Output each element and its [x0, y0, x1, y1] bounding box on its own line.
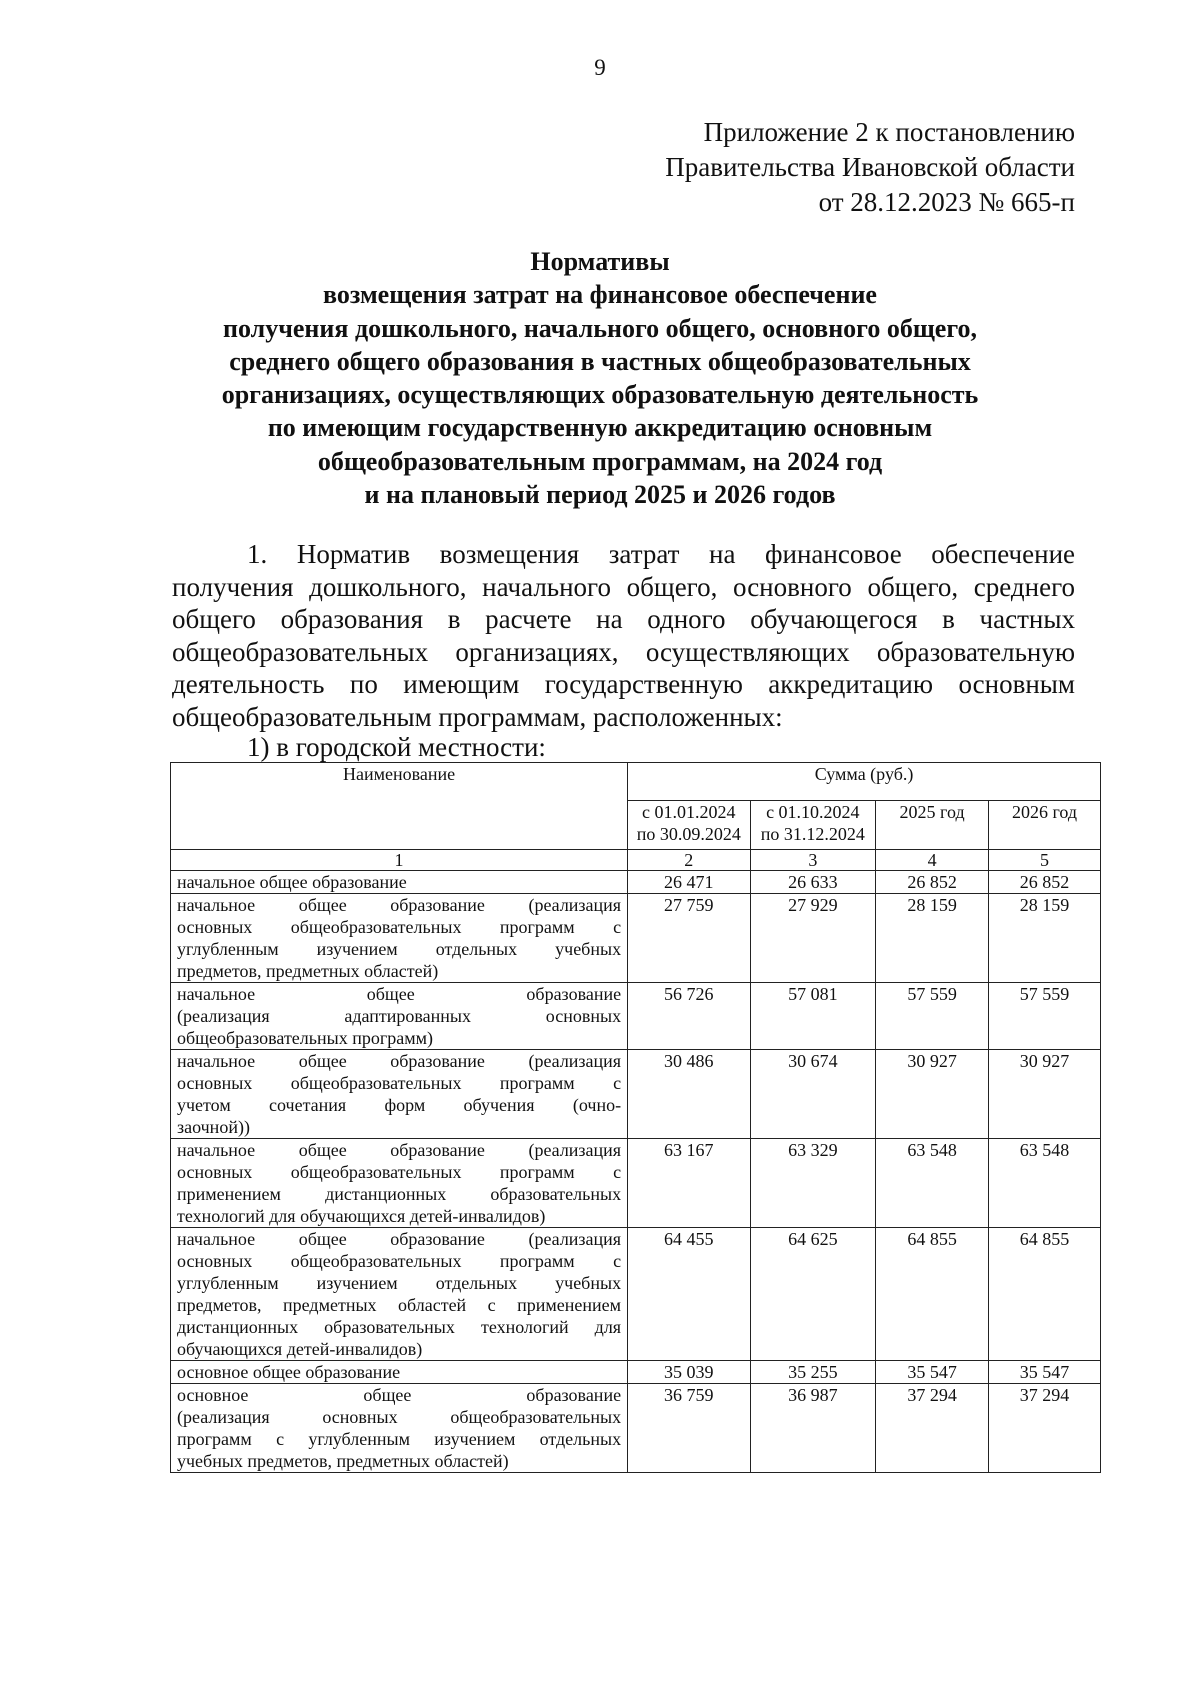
row-value: 35 547: [876, 1361, 989, 1384]
row-name-line: предметов, предметных областей с применением: [177, 1295, 622, 1315]
column-number: 2: [628, 850, 750, 871]
row-value: 27 759: [628, 894, 750, 983]
row-value: 35 547: [989, 1361, 1101, 1384]
header-sum: Сумма (руб.): [628, 763, 1101, 801]
row-name-line: основных общеобразовательных программ с: [177, 1251, 622, 1271]
page-number: 9: [594, 55, 606, 80]
row-value: 27 929: [750, 894, 876, 983]
table-row: [171, 871, 1101, 894]
table-row: [171, 1139, 1101, 1228]
column-number: 1: [171, 850, 628, 871]
norms-table: [170, 762, 1101, 1473]
row-name: [171, 1139, 628, 1228]
row-name-line: дистанционных образовательных технологий для: [177, 1317, 622, 1337]
row-name-line: начальное общее образование (реализация: [177, 1229, 622, 1249]
title-line: и на плановый период 2025 и 2026 годов: [364, 480, 836, 510]
row-value: 37 294: [876, 1384, 989, 1473]
row-name-line: основное общее образование: [177, 1385, 622, 1405]
row-value: 63 329: [750, 1139, 876, 1228]
row-name-line: начальное общее образование (реализация: [177, 1051, 622, 1071]
row-name-line: учебных предметов, предметных областей): [177, 1451, 509, 1471]
row-name-line: углубленным изучением отдельных учебных: [177, 1273, 622, 1293]
appendix-reference: [665, 115, 1075, 220]
row-name-line: общеобразовательных программ): [177, 1028, 433, 1048]
table-row: [171, 1050, 1101, 1139]
title-line: Нормативы: [530, 247, 670, 276]
row-name-line: обучающихся детей-инвалидов): [177, 1339, 423, 1359]
row-value: 26 471: [628, 871, 750, 894]
table-row: [171, 894, 1101, 983]
header-line: по 30.09.2024: [636, 824, 741, 844]
header-name: Наименование: [171, 763, 628, 850]
appendix-line: Приложение 2 к постановлению: [703, 117, 1075, 147]
title-line: общеобразовательным программам, на 2024 год: [317, 446, 883, 476]
paragraph-line: получения дошкольного, начального общего, основного общего, среднего: [172, 571, 1075, 602]
header-year-2025: 2025 год: [876, 801, 989, 850]
header-period-1: [628, 801, 750, 850]
row-name: [171, 1384, 628, 1473]
row-value: 57 559: [989, 983, 1101, 1050]
row-value: 64 625: [750, 1228, 876, 1361]
row-value: 36 987: [750, 1384, 876, 1473]
row-name: [171, 983, 628, 1050]
table-row: [171, 1384, 1101, 1473]
row-value: 30 674: [750, 1050, 876, 1139]
table-row: [171, 983, 1101, 1050]
header-line: с 01.01.2024: [642, 802, 736, 822]
row-name-line: начальное общее образование (реализация: [177, 895, 622, 915]
row-name-line: учетом сочетания форм обучения (очно-: [177, 1095, 622, 1115]
paragraph-line: общего образования в расчете на одного обучающегося в частных: [172, 604, 1075, 634]
paragraph-line: общеобразовательных организациях, осуществляющих образовательную: [172, 636, 1075, 667]
document-title: [150, 245, 1050, 511]
header-year-2026: 2026 год: [989, 801, 1101, 850]
row-value: 56 726: [628, 983, 750, 1050]
paragraph-line: деятельность по имеющим государственную аккредитацию основным: [172, 669, 1075, 699]
row-value: 63 167: [628, 1139, 750, 1228]
row-value: 64 855: [989, 1228, 1101, 1361]
row-value: 26 633: [750, 871, 876, 894]
column-number: 3: [750, 850, 876, 871]
header-line: с 01.10.2024: [766, 802, 860, 822]
row-name-line: начальное общее образование (реализация: [177, 1140, 622, 1160]
row-value: 28 159: [989, 894, 1101, 983]
title-line: среднего общего образования в частных общеобразовательных: [229, 346, 971, 376]
row-value: 57 559: [876, 983, 989, 1050]
row-name-line: (реализация адаптированных основных: [177, 1006, 622, 1026]
row-value: 63 548: [989, 1139, 1101, 1228]
title-line: возмещения затрат на финансовое обеспечение: [323, 280, 877, 310]
appendix-line: от 28.12.2023 № 665-п: [818, 187, 1075, 217]
row-value: 37 294: [989, 1384, 1101, 1473]
row-name-line: начальное общее образование: [177, 984, 622, 1004]
row-name-line: углубленным изучением отдельных учебных: [177, 939, 622, 959]
row-value: 35 255: [750, 1361, 876, 1384]
row-value: 30 927: [876, 1050, 989, 1139]
paragraph-line: 1. Норматив возмещения затрат на финансовое обеспечение: [247, 539, 1075, 569]
title-line: получения дошкольного, начального общего, основного общего,: [223, 313, 977, 343]
row-value: 64 855: [876, 1228, 989, 1361]
row-value: 30 927: [989, 1050, 1101, 1139]
appendix-line: Правительства Ивановской области: [665, 152, 1075, 182]
table-body: [171, 871, 1101, 1473]
row-name: [171, 1050, 628, 1139]
column-number: 5: [989, 850, 1101, 871]
row-value: 63 548: [876, 1139, 989, 1228]
row-name-line: предметов, предметных областей): [177, 961, 439, 981]
header-period-2: [750, 801, 876, 850]
table-row: [171, 1361, 1101, 1384]
row-value: 64 455: [628, 1228, 750, 1361]
title-line: по имеющим государственную аккредитацию основным: [267, 413, 933, 443]
row-value: 28 159: [876, 894, 989, 983]
row-name-line: основное общее образование: [177, 1362, 401, 1382]
row-name-line: основных общеобразовательных программ с: [177, 917, 622, 937]
row-value: 35 039: [628, 1361, 750, 1384]
row-name: [171, 1228, 628, 1361]
row-name: [171, 894, 628, 983]
row-value: 26 852: [989, 871, 1101, 894]
row-name-line: начальное общее образование: [177, 872, 407, 892]
column-number: 4: [876, 850, 989, 871]
header-line: по 31.12.2024: [760, 824, 865, 844]
subheading-urban: 1) в городской местности:: [247, 732, 546, 762]
row-name-line: основных общеобразовательных программ с: [177, 1162, 622, 1182]
row-name-line: программ с углубленным изучением отдельных: [177, 1429, 622, 1449]
row-value: 26 852: [876, 871, 989, 894]
intro-paragraph: [172, 538, 1075, 733]
paragraph-line: общеобразовательным программам, расположенных:: [172, 701, 783, 732]
row-name-line: применением дистанционных образовательных: [177, 1184, 622, 1204]
row-name: [171, 1361, 628, 1384]
table-row: [171, 1228, 1101, 1361]
row-name-line: технологий для обучающихся детей-инвалидов): [177, 1206, 546, 1226]
row-value: 30 486: [628, 1050, 750, 1139]
row-value: 36 759: [628, 1384, 750, 1473]
row-name: [171, 871, 628, 894]
title-line: организациях, осуществляющих образовательную деятельность: [221, 380, 979, 410]
row-value: 57 081: [750, 983, 876, 1050]
row-name-line: основных общеобразовательных программ с: [177, 1073, 622, 1093]
row-name-line: заочной)): [177, 1117, 250, 1137]
row-name-line: (реализация основных общеобразовательных: [177, 1407, 622, 1427]
